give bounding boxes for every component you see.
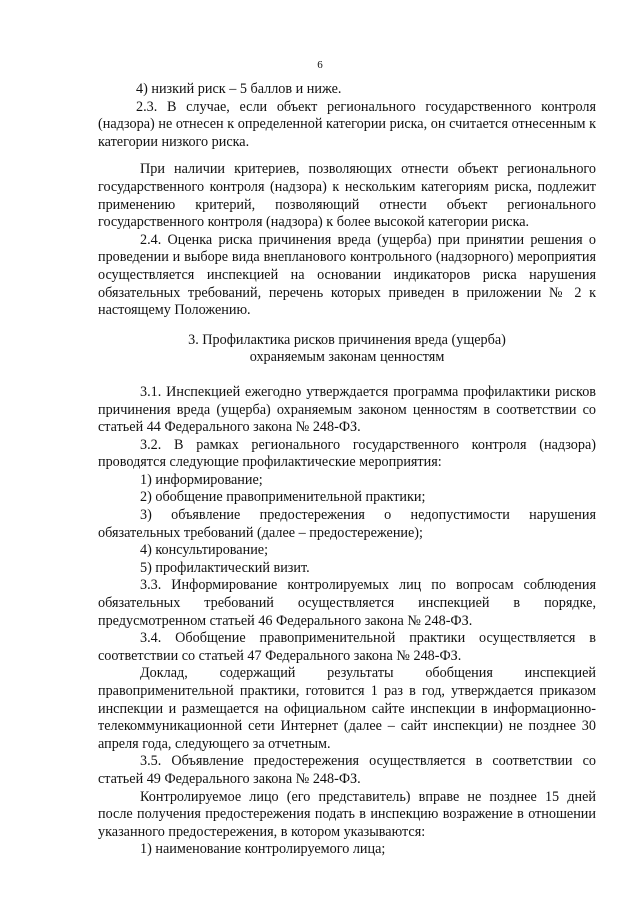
list-item-informing: 1) информирование; (140, 471, 263, 488)
list-item-consulting: 4) консультирование; (140, 542, 269, 559)
paragraph-2-4: 2.4. Оценка риска причинения вреда (ущерба) при принятии решения о проведении и выборе вида внепланового контрольного (надзорного) мероприятия осуществляется инспекцией на основании индикаторов риска нарушения обязательных требований, перечень которых приведен в приложении № 2 к настоящему Положению. (98, 231, 596, 319)
paragraph-3-3: 3.3. Информирование контролируемых лиц по вопросам соблюдения обязательных требований осуществляется инспекцией в порядке, предусмотренном статьей 46 Федерального закона № 248-ФЗ. (98, 577, 596, 629)
section-heading-line2: охраняемым законам ценностям (249, 349, 445, 366)
paragraph-objection: Контролируемое лицо (его представитель) вправе не позднее 15 дней после получения предостережения подать в инспекцию возражение в отношении указанного предостережения, в котором указываются: (98, 788, 596, 840)
paragraph-3-1: 3.1. Инспекцией ежегодно утверждается программа профилактики рисков причинения вреда (ущерба) охраняемым законом ценностям в соответствии со статьей 44 Федерального закона № 248-ФЗ. (98, 383, 596, 436)
list-item-visit: 5) профилактический визит. (140, 559, 310, 576)
paragraph-3-2: 3.2. В рамках регионального государственного контроля (надзора) проводятся следующие профилактические мероприятия: (98, 436, 596, 471)
paragraph-2-3: 2.3. В случае, если объект регионального государственного контроля (надзора) не отнесен к определенной категории риска, он считается отнесенным к категории низкого риска. (98, 98, 596, 150)
list-item-controlled-person-name: 1) наименование контролируемого лица; (140, 841, 386, 858)
page-number: 6 (317, 59, 323, 71)
list-item-generalization: 2) обобщение правоприменительной практики; (140, 489, 426, 506)
list-item-warning: 3) объявление предостережения о недопустимости нарушения обязательных требований (далее – предостережение); (98, 507, 596, 541)
paragraph-report: Доклад, содержащий результаты обобщения инспекцией правоприменительной практики, готовится 1 раз в год, утверждается приказом инспекции и размещается на официальном сайте инспекции в информационно-телекоммуникационной сети Интернет (далее – сайт инспекции) не позднее 30 апреля года, следующего за отчетным. (98, 665, 596, 752)
paragraph-3-4: 3.4. Обобщение правоприменительной практики осуществляется в соответствии со статьей 47 Федерального закона № 248-ФЗ. (98, 630, 596, 664)
paragraph-3-5: 3.5. Объявление предостережения осуществляется в соответствии со статьей 49 Федерального закона № 248-ФЗ. (98, 753, 596, 787)
paragraph-low-risk: 4) низкий риск – 5 баллов и ниже. (136, 81, 342, 97)
document-body (98, 81, 596, 859)
section-heading (98, 332, 596, 367)
section-heading-line1: 3. Профилактика рисков причинения вреда (ущерба) (188, 331, 506, 348)
paragraph-criteria: При наличии критериев, позволяющих отнести объект регионального государственного контроля (надзора) к нескольким категориям риска, подлежит применению критерий, позволяющий отнести объект регионального государственного контроля (надзора) к более высокой категории риска. (98, 161, 596, 231)
